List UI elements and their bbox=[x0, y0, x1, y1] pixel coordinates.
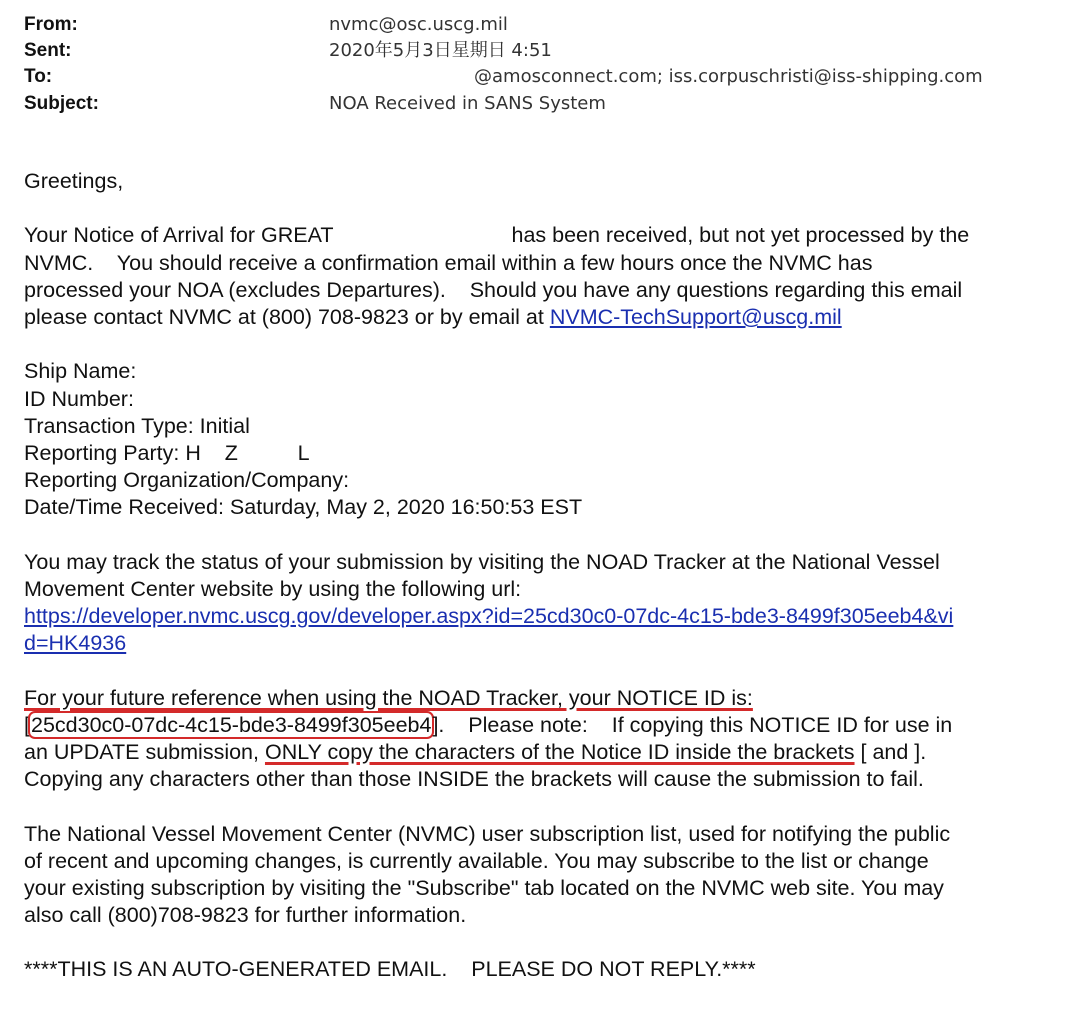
reporting-party-field: Reporting Party: H Z L bbox=[24, 440, 310, 465]
tracker-url-line2 bbox=[24, 630, 1064, 657]
auto-generated-footer: ****THIS IS AN AUTO-GENERATED EMAIL. PLEASE DO NOT REPLY.**** bbox=[24, 957, 756, 982]
p1-line1: Your Notice of Arrival for GREAT has been received, but not yet processed by the bbox=[24, 223, 970, 248]
p2-line1: You may track the status of your submission by visiting the NOAD Tracker at the National Vessel bbox=[24, 549, 940, 574]
p1-line2: NVMC. You should receive a confirmation email within a few hours once the NVMC has bbox=[24, 250, 873, 275]
subject-value: NOA Received in SANS System bbox=[329, 93, 606, 114]
subject-label: Subject: bbox=[24, 93, 99, 114]
id-number-field: ID Number: bbox=[24, 386, 134, 411]
p3-line3: an UPDATE submission, ONLY copy the characters of the Notice ID inside the brackets [ and ]. bbox=[24, 739, 927, 764]
sent-value: 2020年5月3日星期日 4:51 bbox=[329, 40, 552, 61]
date-received-field: Date/Time Received: Saturday, May 2, 2020 16:50:53 EST bbox=[24, 495, 583, 520]
ship-name-field: Ship Name: bbox=[24, 359, 137, 384]
reporting-org-field: Reporting Organization/Company: bbox=[24, 468, 350, 493]
notice-id-highlight: 25cd30c0-07dc-4c15-bde3-8499f305eeb4 bbox=[28, 711, 434, 739]
transaction-type-field: Transaction Type: Initial bbox=[24, 413, 250, 438]
sent-label: Sent: bbox=[24, 40, 72, 61]
p1-line4: please contact NVMC at (800) 708-9823 or by email at NVMC-TechSupport@uscg.mil bbox=[24, 304, 842, 329]
p4-line3: your existing subscription by visiting the "Subscribe" tab located on the NVMC web site. You may bbox=[24, 875, 944, 900]
p3-line1: For your future reference when using the NOAD Tracker, your NOTICE ID is: bbox=[24, 685, 753, 710]
tracker-url-line1 bbox=[24, 603, 1064, 630]
p1-line3: processed your NOA (excludes Departures). Should you have any questions regarding this email bbox=[24, 277, 963, 302]
support-email-link[interactable]: NVMC-TechSupport@uscg.mil bbox=[549, 304, 842, 329]
from-label: From: bbox=[24, 14, 78, 35]
tracker-url-link[interactable]: https://developer.nvmc.uscg.gov/developer.aspx?id=25cd30c0-07dc-4c15-bde3-8499f305eeb4&vi bbox=[24, 604, 954, 628]
email-body bbox=[24, 168, 1064, 984]
p4-line4: also call (800)708-9823 for further information. bbox=[24, 903, 467, 928]
p2-line2: Movement Center website by using the following url: bbox=[24, 576, 522, 601]
brackets-instruction-underlined: ONLY copy the characters of the Notice ID inside the brackets bbox=[264, 739, 855, 764]
p4-line2: of recent and upcoming changes, is currently available. You may subscribe to the list or change bbox=[24, 848, 929, 873]
greeting: Greetings, bbox=[24, 169, 124, 193]
p3-line2: [25cd30c0-07dc-4c15-bde3-8499f305eeb4]. Please note: If copying this NOTICE ID for use in bbox=[24, 712, 953, 737]
to-value: @amosconnect.com; iss.corpuschristi@iss-shipping.com bbox=[474, 66, 983, 87]
to-label: To: bbox=[24, 66, 53, 87]
tracker-url-link-cont[interactable]: d=HK4936 bbox=[24, 631, 127, 656]
p4-line1: The National Vessel Movement Center (NVMC) user subscription list, used for notifying the public bbox=[24, 821, 951, 846]
from-value: nvmc@osc.uscg.mil bbox=[329, 14, 508, 35]
p3-line4: Copying any characters other than those INSIDE the brackets will cause the submission to fail. bbox=[24, 767, 924, 792]
